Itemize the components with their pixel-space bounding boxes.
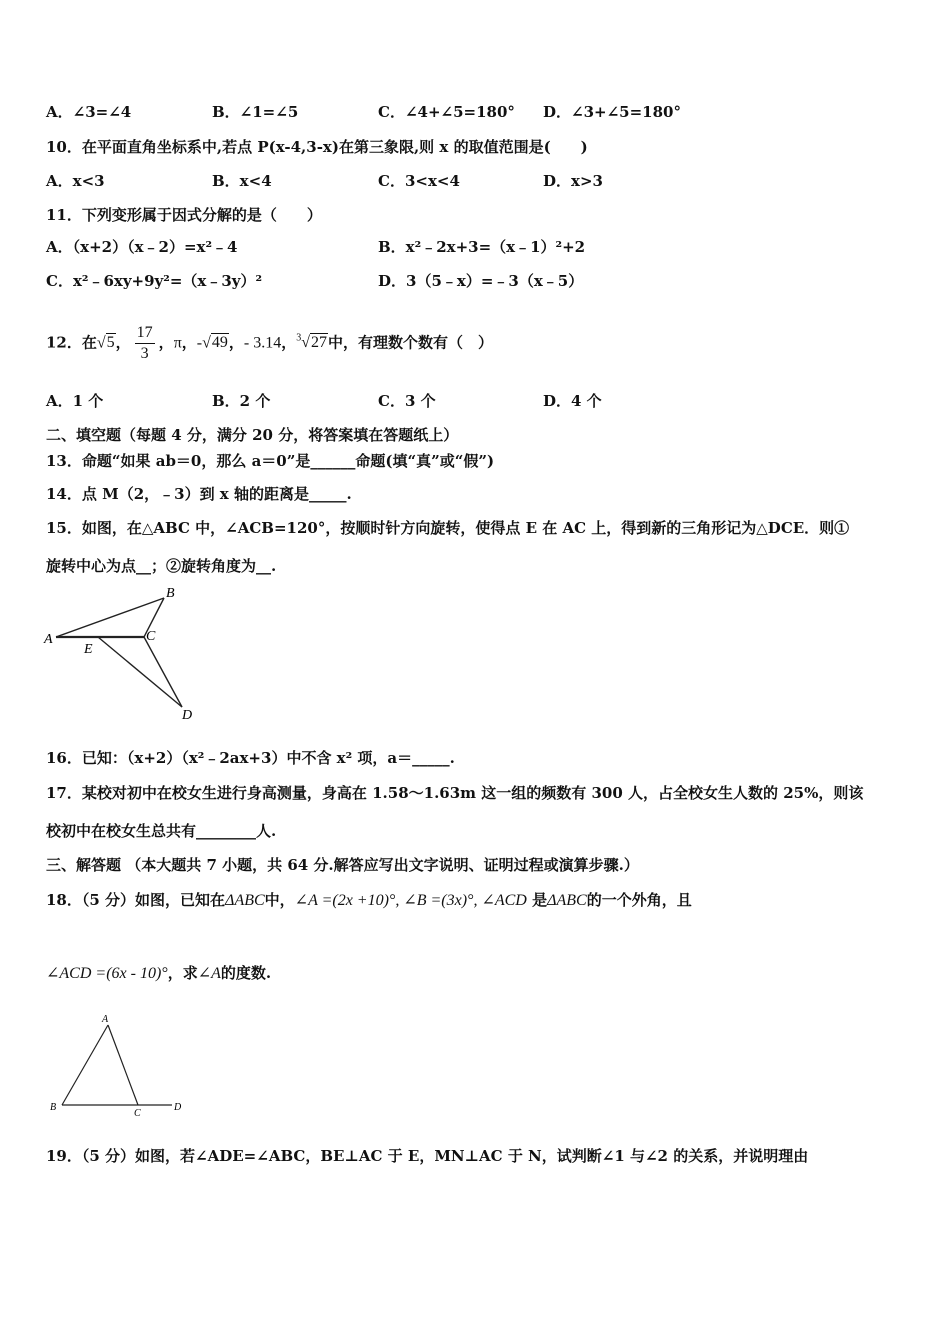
q12-suffix: 中，有理数个数有（ ） <box>328 333 494 352</box>
q17-line-1: 17．某校对初中在校女生进行身高测量，身高在 1.58～1.63m 这一组的频数有 300 人，占全校女生人数的 25%，则该 <box>46 784 864 802</box>
q18-line-1 <box>46 887 692 914</box>
q12-fraction: $\frac{17}{3}$ <box>136 323 153 362</box>
q18-intro: 18．（5 分）如图，已知在 <box>46 891 226 909</box>
fig18-label-a: A <box>102 1014 109 1025</box>
section-3-heading: 三、解答题 （本大题共 7 小题，共 64 分.解答应写出文字说明、证明过程或演算步骤.） <box>46 856 639 874</box>
q12-pi: π <box>173 334 182 352</box>
fig15-label-c: C <box>146 629 156 644</box>
q17-line-2: 校初中在校女生总共有________人. <box>46 822 277 840</box>
q10-stem: 10．在平面直角坐标系中,若点 P(x-4,3-x)在第三象限,则 x 的取值范围是( ) <box>46 138 588 156</box>
q18-line-2 <box>46 960 271 987</box>
q15-figure <box>40 585 210 725</box>
q12-decimal: - 3.14 <box>243 334 282 352</box>
q10-option-c: C．3<x<4 <box>378 172 460 190</box>
q9-option-a: A．∠3=∠4 <box>46 103 132 121</box>
q12-cube-root: $^3$√27 <box>296 333 328 352</box>
q12-prefix: 12．在 <box>46 333 97 352</box>
q10-option-d: D．x>3 <box>543 172 603 190</box>
fig18-label-c: C <box>134 1108 141 1119</box>
q12-option-a: A．1 个 <box>46 392 104 410</box>
q11-option-c: C．x²﹣6xy+9y²=（x﹣3y）² <box>46 272 263 290</box>
q18-degree: 的度数. <box>220 964 272 982</box>
q18-figure <box>44 1010 194 1120</box>
q11-stem: 11．下列变形属于因式分解的是（ ） <box>46 206 322 224</box>
q11-option-a: A．（x+2）（x﹣2）=x²﹣4 <box>46 238 238 256</box>
q12-sqrt49: √49 <box>202 334 228 352</box>
q9-option-d: D．∠3+∠5=180° <box>543 103 681 121</box>
q12-option-b: B．2 个 <box>212 392 271 410</box>
q9-option-b: B．∠1=∠5 <box>212 103 299 121</box>
q19: 19．（5 分）如图，若∠ADE=∠ABC，BE⊥AC 于 E，MN⊥AC 于 N，试判断∠1 与∠2 的关系，并说明理由 <box>46 1147 809 1165</box>
q10-option-b: B．x<4 <box>212 172 272 190</box>
q18-triangle-2: ΔABC <box>547 892 587 909</box>
q12-option-d: D．4 个 <box>543 392 602 410</box>
fig15-label-b: B <box>166 586 175 601</box>
q18-find: ，求 <box>167 964 198 982</box>
fig15-label-a: A <box>44 632 53 647</box>
section-2-heading: 二、填空题（每题 4 分，满分 20 分，将答案填在答题纸上） <box>46 426 459 444</box>
q11-option-b: B．x²﹣2x+3=（x﹣1）²+2 <box>378 238 586 256</box>
q18-angles: ∠A =(2x +10)°, ∠B =(3x)°, ∠ACD <box>294 892 527 909</box>
fig18-label-d: D <box>174 1102 182 1113</box>
q16: 16．已知：（x+2）（x²﹣2ax+3）中不含 x² 项，a＝_____. <box>46 749 455 767</box>
fig18-label-b: B <box>50 1102 57 1113</box>
q12-sqrt5: √5 <box>96 334 115 352</box>
q18-angle-a: ∠A <box>197 965 221 982</box>
q12-neg: - <box>196 334 203 352</box>
q18-is: 是 <box>532 891 548 909</box>
q11-option-d: D．3（5﹣x）=﹣3（x﹣5） <box>378 272 584 290</box>
q18-triangle: ΔABC <box>225 892 265 909</box>
fig15-label-d: D <box>182 708 193 723</box>
q14: 14．点 M（2，﹣3）到 x 轴的距离是_____. <box>46 485 352 503</box>
q18-exterior: 的一个外角，且 <box>586 891 692 909</box>
q13: 13．命题“如果 ab＝0，那么 a＝0”是______命题(填“真”或“假”) <box>46 452 495 470</box>
q15-line-1: 15．如图，在△ABC 中，∠ACB=120°，按顺时针方向旋转，使得点 E 在 AC 上，得到新的三角形记为△DCE．则① <box>46 519 850 537</box>
fig15-label-e: E <box>84 642 93 657</box>
q18-in: 中， <box>264 891 295 909</box>
q12-option-c: C．3 个 <box>378 392 436 410</box>
q18-acd-expr: ∠ACD =(6x - 10)° <box>46 965 168 982</box>
q10-option-a: A．x<3 <box>46 172 105 190</box>
q9-option-c: C．∠4+∠5=180° <box>378 103 515 121</box>
q15-line-2: 旋转中心为点__；②旋转角度为__. <box>46 557 277 575</box>
q12-stem: 12．在√5， $\frac{17}{3}$ ，π，-√49，- 3.14，$^3$√27中，有理数个数有（ ） <box>46 323 494 362</box>
